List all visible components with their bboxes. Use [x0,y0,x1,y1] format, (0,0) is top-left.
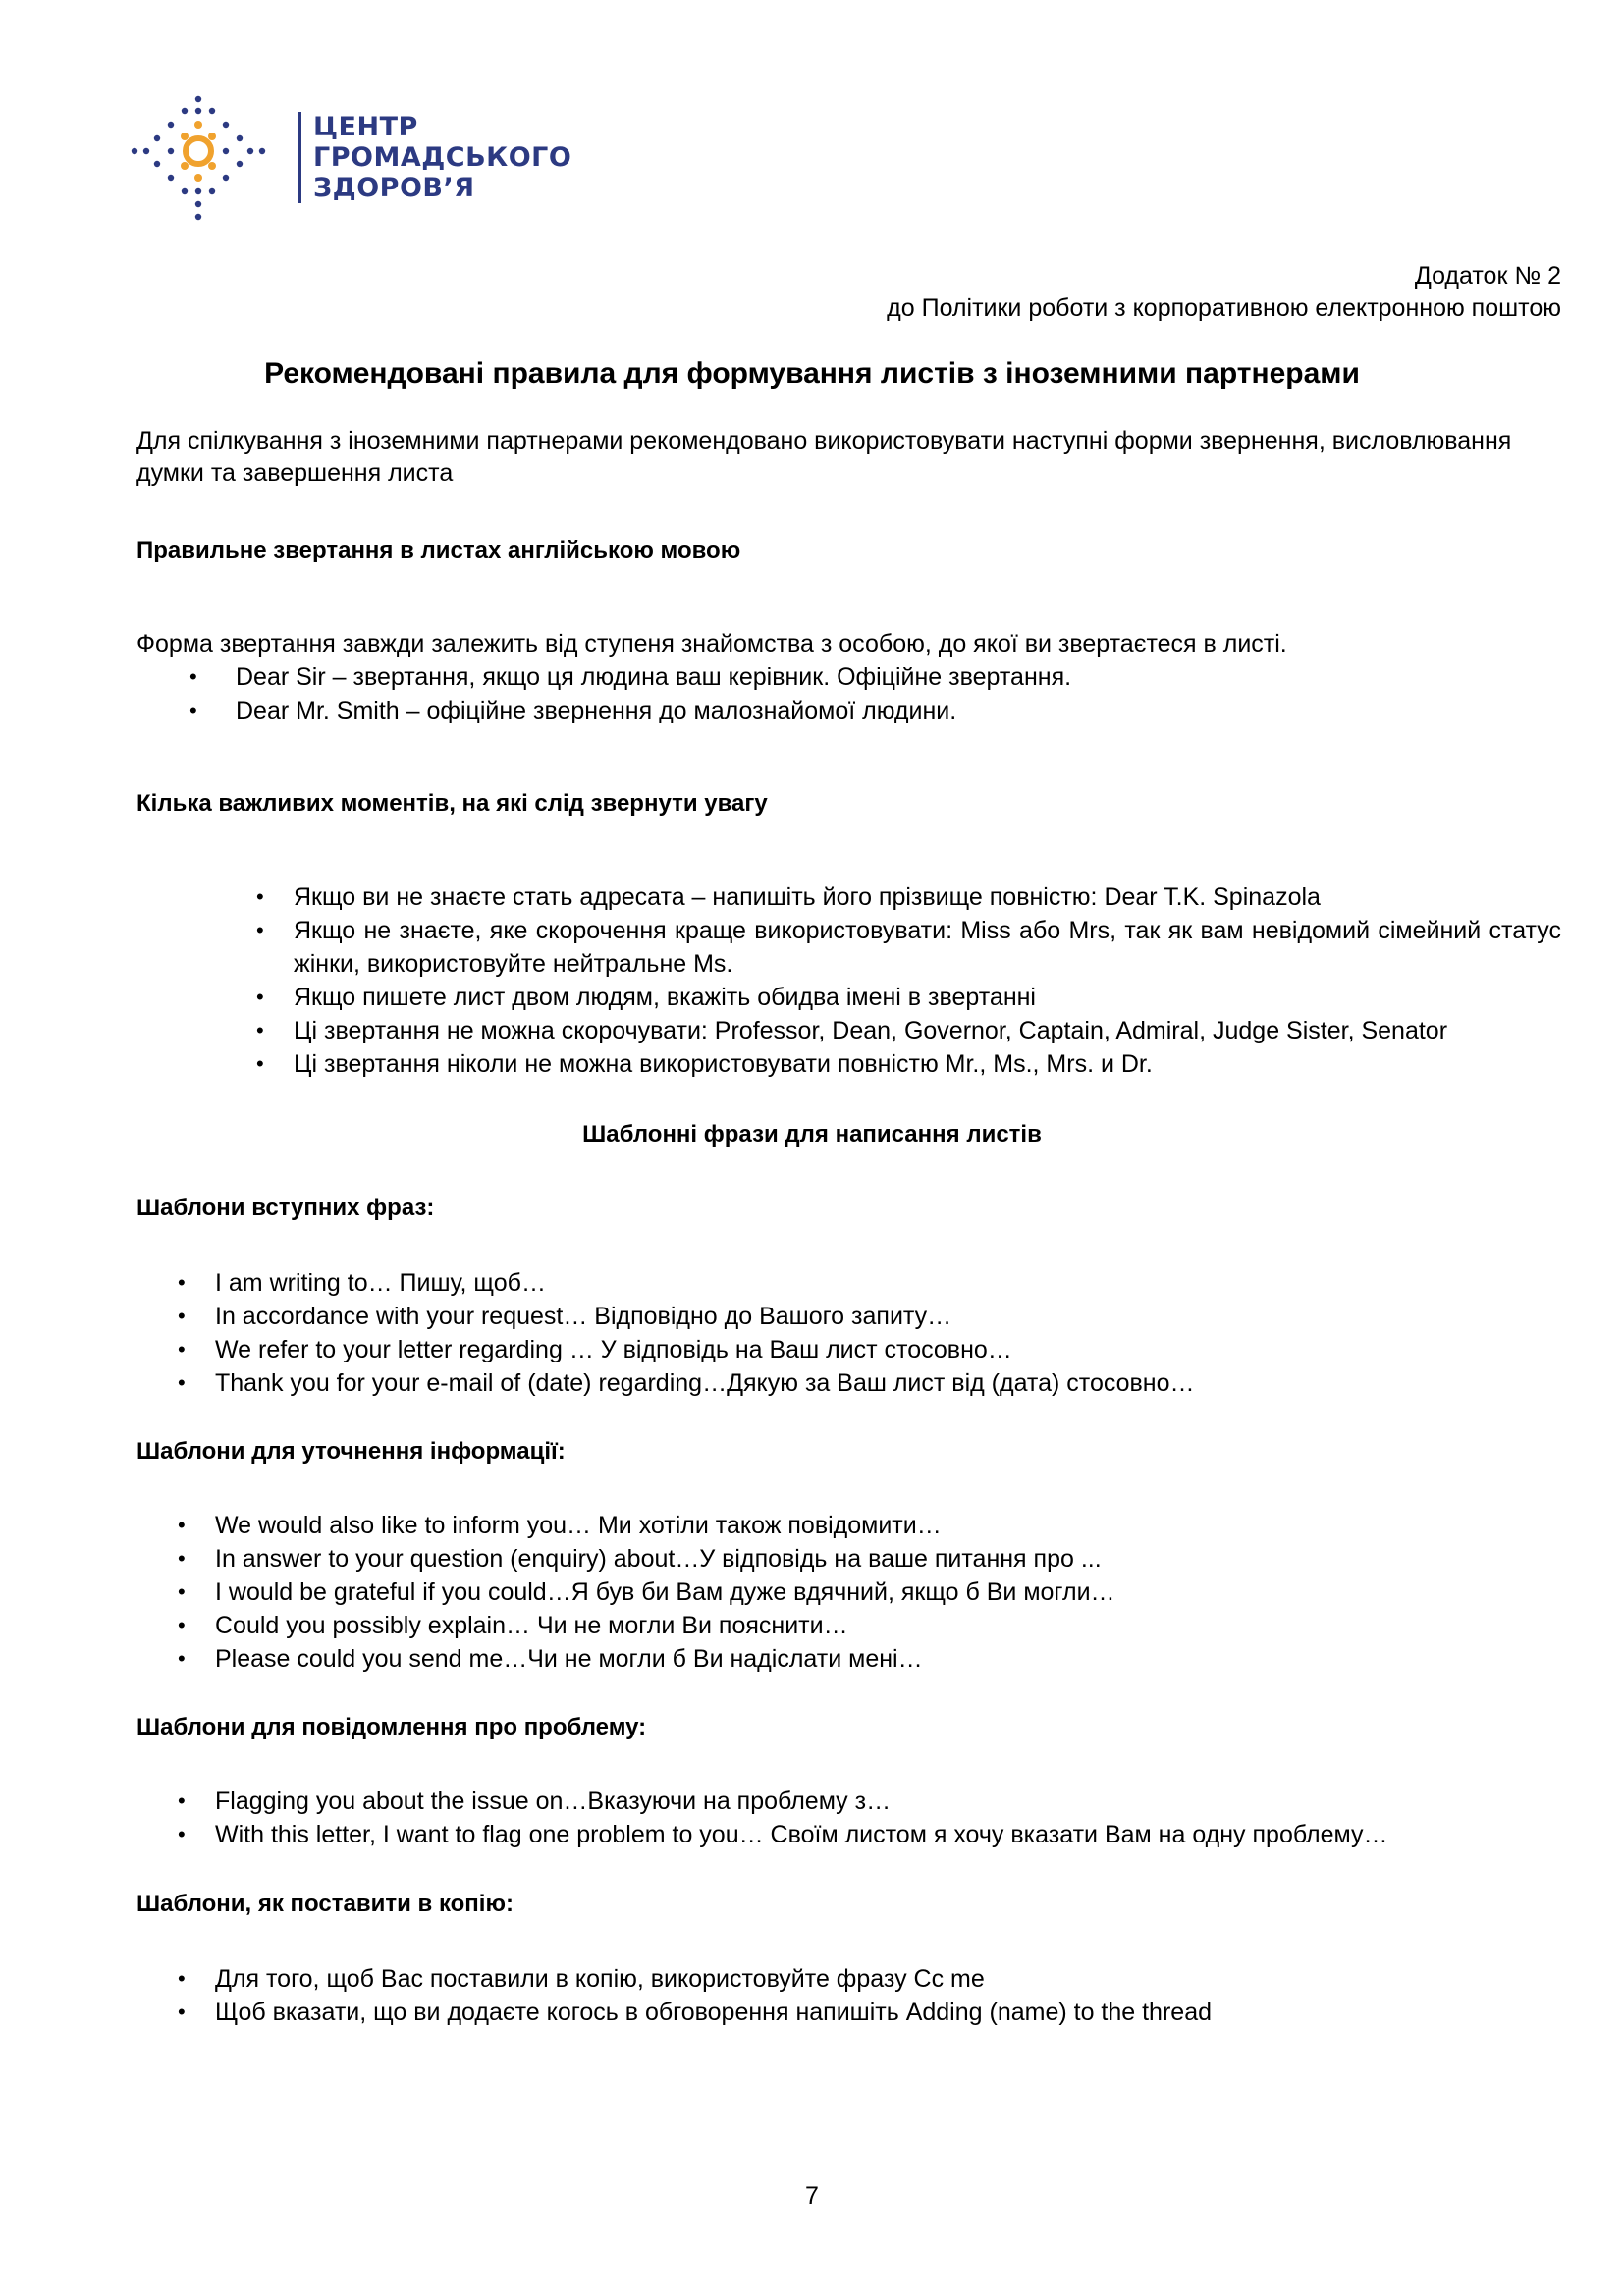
section-addressing [136,534,1561,566]
intro-paragraph: Для спілкування з іноземними партнерами рекомендовано використовувати наступні форми звернення, висловлювання думки та завершення листа [136,427,1512,487]
list-item: • We would also like to inform you… Ми хотіли також повідомити… [215,1509,1561,1542]
annex-reference [887,260,1561,325]
bullet-icon: • [178,1546,186,1571]
list-item: • In accordance with your request… Відповідно до Вашого запиту… [215,1300,1561,1333]
bullet-icon: • [178,1304,186,1328]
organization-logo [130,94,572,232]
bullet-icon: • [256,1051,264,1076]
bullet-icon: • [256,1018,264,1042]
list-item: • Якщо ви не знаєте стать адресата – напишіть його прізвище повністю: Dear T.K. Spinazola [294,881,1561,914]
annex-number: Додаток № 2 [1414,262,1561,290]
bullet-icon: • [189,698,197,722]
dots-logo-icon [130,94,267,232]
list-item: • Dear Sir – звертання, якщо ця людина ваш керівник. Офіційне звертання. [136,661,1561,694]
list-item: • Якщо пишете лист двом людям, вкажіть обидва імені в звертанні [294,981,1561,1014]
section-heading: Кілька важливих моментів, на які слід звернути увагу [136,790,768,817]
list-item: • Flagging you about the issue on…Вказуючи на проблему з… [215,1785,1561,1818]
list-item: • Could you possibly explain… Чи не могли Ви пояснити… [215,1609,1561,1642]
bullet-list [256,881,1561,1081]
bullet-icon: • [178,1789,186,1813]
list-item: • Якщо не знаєте, яке скорочення краще використовувати: Miss або Mrs, так як вам невідомий сімейний статус жінки, використовуйте нейтральне Ms. [294,914,1561,981]
bullet-icon: • [178,1579,186,1604]
list-item: • I would be grateful if you could…Я був би Вам дуже вдячний, якщо б Ви могли… [215,1575,1561,1609]
bullet-icon: • [178,1822,186,1846]
bullet-icon: • [256,884,264,909]
section-cc [136,1888,1561,1920]
list-item: • Щоб вказати, що ви додаєте когось в обговорення напишіть Adding (name) to the thread [215,1996,1561,2029]
bullet-icon: • [256,918,264,942]
list-item: • Dear Mr. Smith – офіційне звернення до малознайомої людини. [136,694,1561,727]
logo-line-2: ГРОМАДСЬКОГО [313,142,572,173]
bullet-list [178,1785,1561,1851]
section-text: Форма звертання завжди залежить від ступеня знайомства з особою, до якої ви звертаєтеся в листі. [136,630,1287,658]
section-intro-phrases [136,1192,1561,1224]
section-heading: Шаблони, як поставити в копію: [136,1891,514,1917]
list-item: • Ці звертання не можна скорочувати: Professor, Dean, Governor, Captain, Admiral, Judge Sister, Senator [294,1014,1561,1047]
section-problem-body [136,1785,1561,1851]
bullet-list [136,661,1561,727]
section-heading: Шаблони для повідомлення про проблему: [136,1714,647,1740]
section-clarification [136,1435,1561,1468]
bullet-icon: • [256,985,264,1009]
bullet-icon: • [178,2000,186,2024]
bullet-icon: • [178,1270,186,1295]
section-cc-body [136,1962,1561,2029]
bullet-icon: • [189,665,197,689]
bullet-icon: • [178,1613,186,1637]
list-item: • Thank you for your e-mail of (date) regarding…Дякую за Ваш лист від (дата) стосовно… [215,1366,1561,1400]
intro-block [136,425,1561,490]
section-heading: Правильне звертання в листах англійською мовою [136,537,741,563]
annex-policy: до Політики роботи з корпоративною електронною поштою [887,294,1561,322]
list-item: • With this letter, I want to flag one problem to you… Своїм листом я хочу вказати Вам на одну проблему… [215,1818,1561,1851]
list-item: • We refer to your letter regarding … У відповідь на Ваш лист стосовно… [215,1333,1561,1366]
bullet-icon: • [178,1966,186,1991]
logo-line-1: ЦЕНТР [313,112,418,142]
list-item: • Please could you send me…Чи не могли б Ви надіслати мені… [215,1642,1561,1676]
list-item: • In answer to your question (enquiry) about…У відповідь на ваше питання про ... [215,1542,1561,1575]
section-important-points [136,787,1561,820]
list-item: • I am writing to… Пишу, щоб… [215,1266,1561,1300]
list-item: • Ці звертання ніколи не можна використовувати повністю Mr., Ms., Mrs. и Dr. [294,1047,1561,1081]
bullet-icon: • [178,1337,186,1362]
section-problem [136,1711,1561,1743]
section-heading: Шаблони вступних фраз: [136,1195,435,1221]
bullet-list [178,1962,1561,2029]
bullet-icon: • [178,1513,186,1537]
section-intro-phrases-body [136,1266,1561,1400]
list-item: • Для того, щоб Вас поставили в копію, використовуйте фразу Cc me [215,1962,1561,1996]
section-important-points-body [136,881,1561,1081]
templates-heading: Шаблонні фрази для написання листів [582,1121,1042,1148]
bullet-list [178,1266,1561,1400]
document-title: Рекомендовані правила для формування листів з іноземними партнерами [264,357,1360,390]
page-number: 7 [805,2182,819,2210]
bullet-list [178,1509,1561,1676]
logo-wordmark [298,112,571,203]
section-heading: Шаблони для уточнення інформації: [136,1438,566,1465]
section-clarification-body [136,1509,1561,1676]
section-addressing-body [136,628,1561,727]
logo-line-3: ЗДОРОВ’Я [313,173,475,203]
bullet-icon: • [178,1646,186,1671]
bullet-icon: • [178,1370,186,1395]
